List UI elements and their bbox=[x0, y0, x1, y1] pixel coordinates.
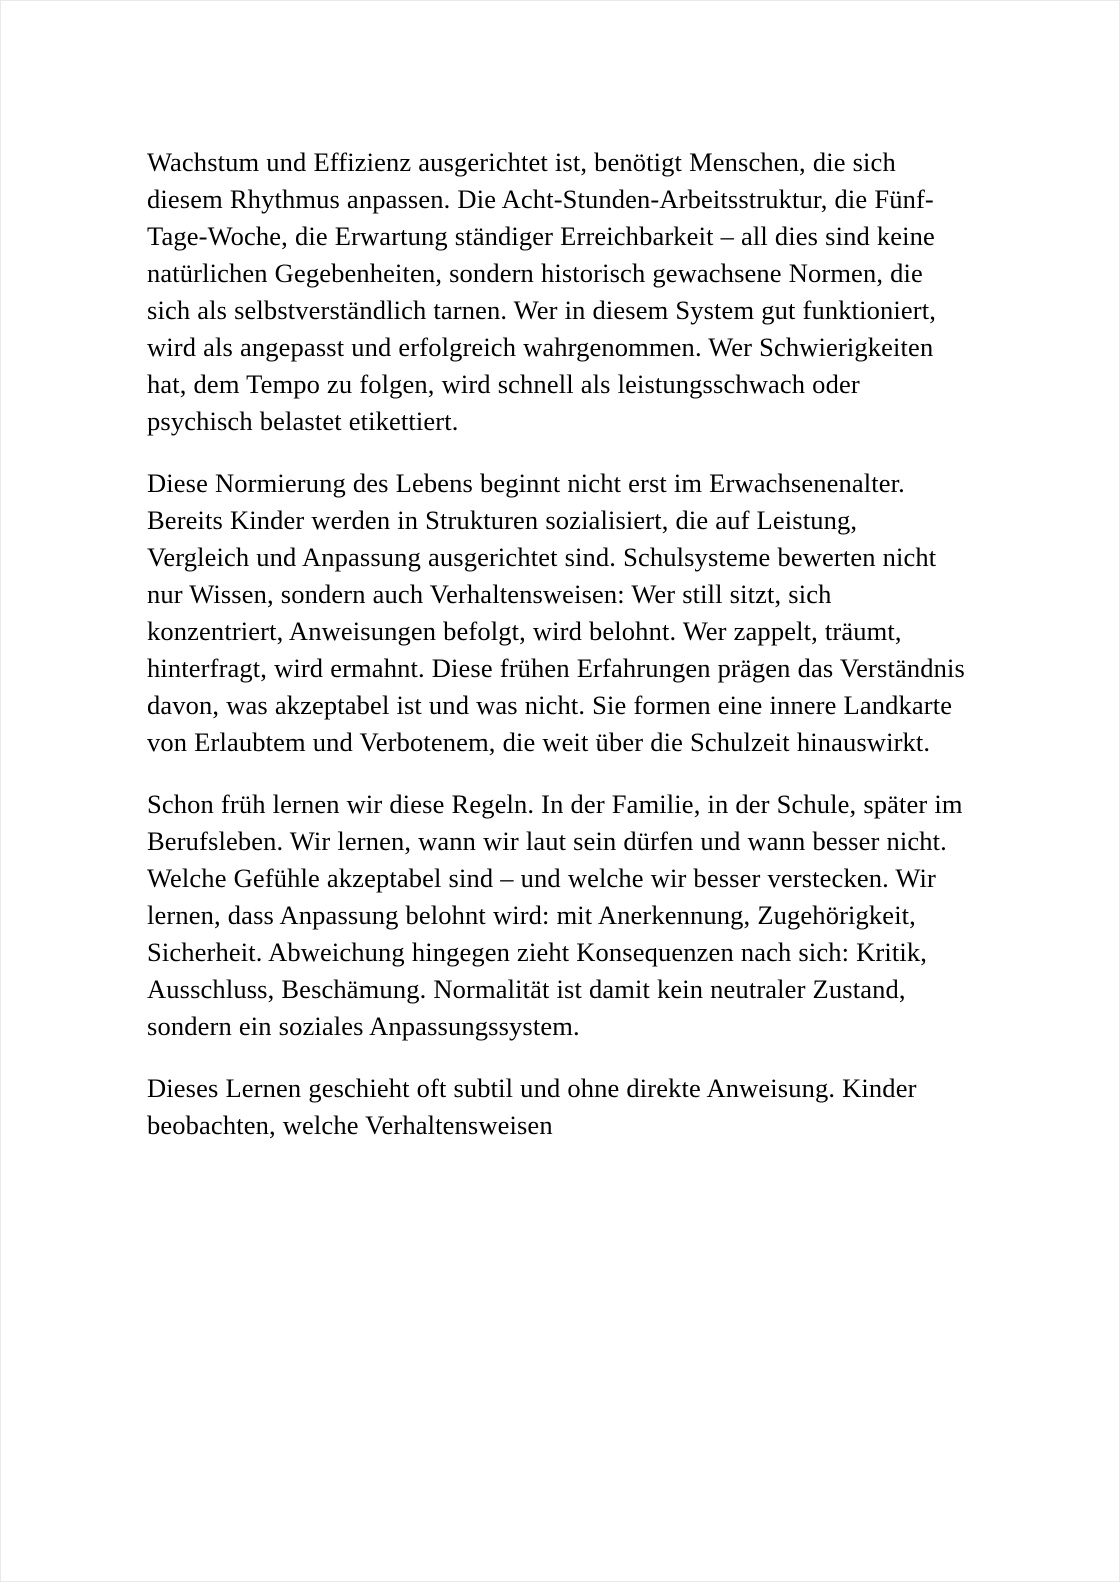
body-paragraph: Schon früh lernen wir diese Regeln. In der Familie, in der Schule, später im Berufsleben. Wir lernen, wann wir laut sein dürfen und wann besser nicht. Welche Gefühle akzeptabel sind – und welche wir besser verstecken. Wir lernen, dass Anpassung belohnt wird: mit Anerkennung, Zugehörigkeit, Sicherheit. Abweichung hingegen zieht Konsequenzen nach sich: Kritik, Ausschluss, Beschämung. Normalität ist damit kein neutraler Zustand, sondern ein soziales Anpassungssystem. bbox=[147, 789, 963, 1041]
body-text-column bbox=[147, 144, 965, 1144]
body-paragraph: Diese Normierung des Lebens beginnt nicht erst im Erwachsenenalter. Bereits Kinder werden in Strukturen sozialisiert, die auf Leistung, Vergleich und Anpassung ausgerichtet sind. Schulsysteme bewerten nicht nur Wissen, sondern auch Verhaltensweisen: Wer still sitzt, sich konzentriert, Anweisungen befolgt, wird belohnt. Wer zappelt, träumt, hinterfragt, wird ermahnt. Diese frühen Erfahrungen prägen das Verständnis davon, was akzeptabel ist und was nicht. Sie formen eine innere Landkarte von Erlaubtem und Verbotenem, die weit über die Schulzeit hinauswirkt. bbox=[147, 468, 965, 757]
body-paragraph: Wachstum und Effizienz ausgerichtet ist, benötigt Menschen, die sich diesem Rhythmus anpassen. Die Acht-Stunden-Arbeitsstruktur, die Fünf-Tage-Woche, die Erwartung ständiger Erreichbarkeit – all dies sind keine natürlichen Gegebenheiten, sondern historisch gewachsene Normen, die sich als selbstverständlich tarnen. Wer in diesem System gut funktioniert, wird als angepasst und erfolgreich wahrgenommen. Wer Schwierigkeiten hat, dem Tempo zu folgen, wird schnell als leistungsschwach oder psychisch belastet etikettiert. bbox=[147, 147, 936, 436]
body-paragraph: Dieses Lernen geschieht oft subtil und ohne direkte Anweisung. Kinder beobachten, welche Verhaltensweisen bbox=[147, 1073, 917, 1140]
